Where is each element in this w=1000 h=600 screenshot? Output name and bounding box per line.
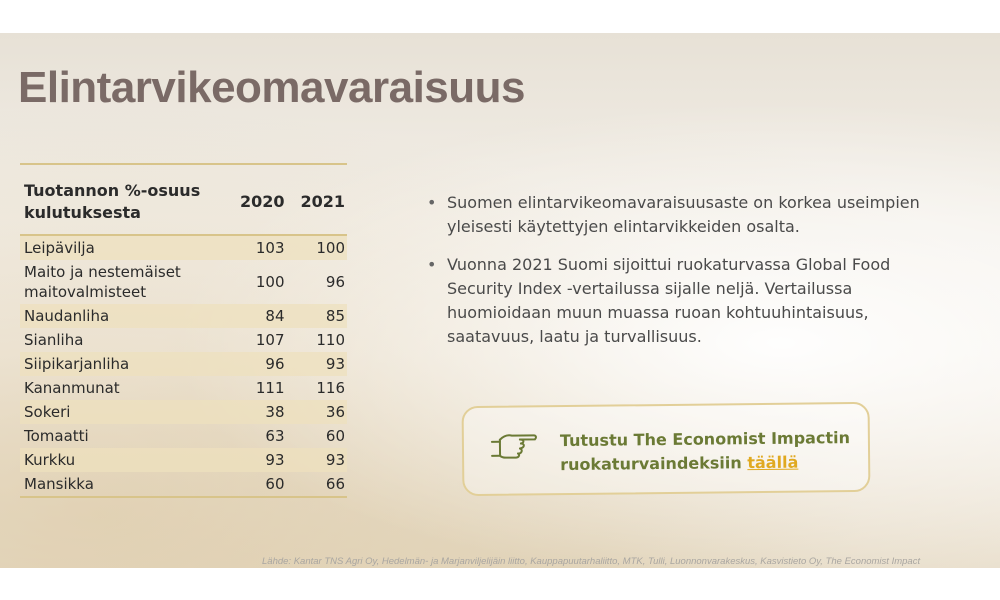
value-2020: 84 <box>226 304 287 328</box>
callout-box <box>462 402 871 496</box>
callout-text <box>560 426 851 477</box>
value-2021: 85 <box>287 304 348 328</box>
table-row <box>20 448 347 472</box>
value-2021: 96 <box>325 273 345 291</box>
table-row <box>20 424 347 448</box>
value-2020: 96 <box>226 352 287 376</box>
bullet-item: • Suomen elintarvikeomavaraisuusaste on korkea useimpien yleisesti käytettyjen elintarvikkeiden osalta. <box>425 191 945 239</box>
value-2020: 100 <box>255 273 285 291</box>
row-label: Leipävilja <box>20 235 226 260</box>
row-label: Sokeri <box>20 400 226 424</box>
row-label: Kananmunat <box>24 379 120 397</box>
bullet-item: • Vuonna 2021 Suomi sijoittui ruokaturvassa Global Food Security Index -vertailussa sijalle neljä. Vertailussa huomioidaan muun muassa ruoan kohtuuhintaisuus, saatavuus, laatu ja turvallisuus. <box>425 253 945 349</box>
row-label: Naudanliha <box>20 304 226 328</box>
table-header-row <box>20 164 347 235</box>
taalla-link[interactable]: täällä <box>747 452 799 473</box>
value-2021: 36 <box>287 400 348 424</box>
header-2021: 2021 <box>287 164 348 235</box>
pointing-hand-icon <box>490 427 538 468</box>
value-2020: 107 <box>255 331 285 349</box>
value-2021: 60 <box>325 427 345 445</box>
row-label: Siipikarjanliha <box>20 352 226 376</box>
table-row <box>20 400 347 424</box>
value-2020: 103 <box>226 235 287 260</box>
row-label: Tomaatti <box>24 427 89 445</box>
slide <box>0 33 1000 568</box>
callout-line-1: Tutustu The Economist Impactin <box>559 428 851 451</box>
header-2020: 2020 <box>226 164 287 235</box>
callout-line-2: ruokaturvaindeksiin <box>560 453 742 475</box>
table-row <box>20 376 347 400</box>
row-label: Kurkku <box>20 448 226 472</box>
table-row <box>20 472 347 497</box>
value-2021: 110 <box>316 331 345 349</box>
table-row <box>20 304 347 328</box>
value-2020: 63 <box>265 427 285 445</box>
row-label: Sianliha <box>24 331 84 349</box>
value-2021: 100 <box>287 235 348 260</box>
table-row <box>20 260 347 304</box>
self-sufficiency-table <box>20 163 347 498</box>
value-2021: 93 <box>287 352 348 376</box>
row-label: Mansikka <box>24 475 94 493</box>
table-row <box>20 352 347 376</box>
source-note: Lähde: Kantar TNS Agri Oy, Hedelmän- ja Marjanviljelijäin liitto, Kauppapuutarhaliitto, MTK, Tulli, Luonnonvarakeskus, Kasvistieto Oy, The Economist Impact <box>262 556 921 567</box>
slide-title: Elintarvikeomavaraisuus <box>18 63 525 112</box>
table-row <box>20 235 347 260</box>
value-2020: 111 <box>255 379 285 397</box>
value-2021: 93 <box>287 448 348 472</box>
value-2020: 38 <box>226 400 287 424</box>
header-category: Tuotannon %-osuus kulutuksesta <box>20 164 226 235</box>
value-2020: 93 <box>226 448 287 472</box>
table-row <box>20 328 347 352</box>
value-2021: 116 <box>316 379 345 397</box>
row-label: Maito ja nestemäiset maitovalmisteet <box>24 263 181 301</box>
value-2021: 66 <box>325 475 345 493</box>
bullet-list <box>425 191 945 363</box>
value-2020: 60 <box>265 475 285 493</box>
